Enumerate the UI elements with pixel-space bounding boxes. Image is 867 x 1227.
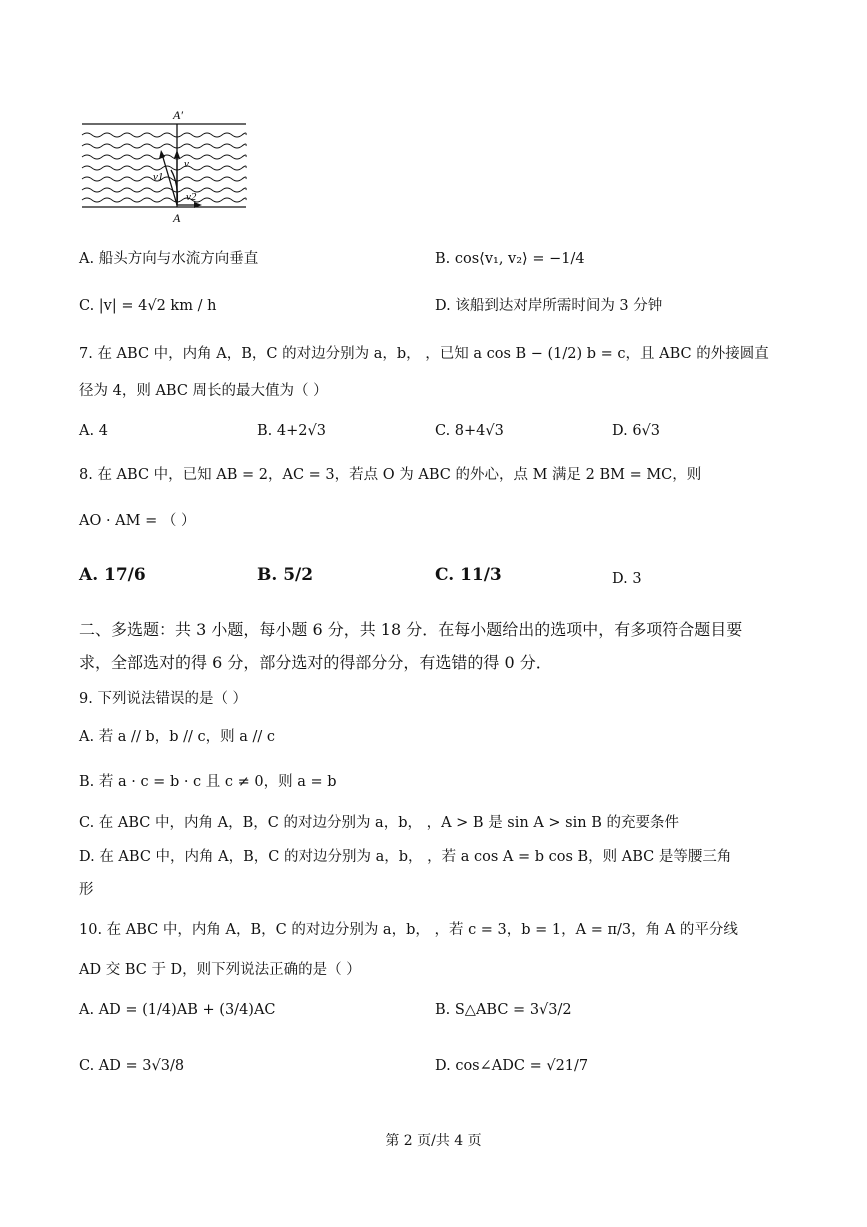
q10-stem-line1: 10. 在 ABC 中，内角 A，B，C 的对边分别为 a，b， ，若 c = 3，b = 1，A = π/3，角 A 的平分线 — [79, 922, 738, 938]
section2-heading-line1: 二、多选题：共 3 小题，每小题 6 分，共 18 分．在每小题给出的选项中，有多项符合题目要 — [79, 620, 743, 639]
figure-label-v1: v1 — [153, 171, 164, 183]
q8-option-b: B. 5/2 — [257, 565, 314, 585]
q8-option-a: A. 17/6 — [79, 565, 146, 585]
q6-option-c: C. |v| = 4√2 km / h — [79, 298, 217, 314]
figure-label-top: A′ — [173, 108, 183, 122]
q9-option-c: C. 在 ABC 中，内角 A，B，C 的对边分别为 a，b， ，A > B 是 sin A > sin B 的充要条件 — [79, 815, 679, 831]
q9-option-d-line2: 形 — [79, 882, 94, 898]
q8-option-c: C. 11/3 — [435, 565, 502, 585]
q7-stem-line2: 径为 4，则 ABC 周长的最大值为（ ） — [79, 383, 328, 399]
q8-stem-line2: AO · AM = （ ） — [79, 513, 196, 529]
q9-option-b: B. 若 a · c = b · c 且 c ≠ 0，则 a = b — [79, 774, 337, 790]
q10-stem-line2: AD 交 BC 于 D，则下列说法正确的是（ ） — [79, 962, 361, 978]
q8-option-d: D. 3 — [612, 571, 642, 587]
q7-option-d: D. 6√3 — [612, 423, 661, 439]
figure-label-bottom: A — [173, 211, 181, 225]
q7-option-b: B. 4+2√3 — [257, 423, 326, 439]
q6-option-d: D. 该船到达对岸所需时间为 3 分钟 — [435, 298, 663, 314]
q7-option-c: C. 8+4√3 — [435, 423, 504, 439]
q9-option-d-line1: D. 在 ABC 中，内角 A，B，C 的对边分别为 a，b， ，若 a cos A = b cos B，则 ABC 是等腰三角 — [79, 849, 732, 865]
q9-option-a: A. 若 a // b，b // c，则 a // c — [79, 729, 275, 745]
q10-option-d: D. cos∠ADC = √21/7 — [435, 1058, 589, 1074]
q9-stem: 9. 下列说法错误的是（ ） — [79, 691, 248, 707]
q6-option-b: B. cos⟨v₁, v₂⟩ = −1/4 — [435, 251, 585, 267]
q6-option-a: A. 船头方向与水流方向垂直 — [79, 251, 259, 267]
figure-label-v2: v2 — [186, 191, 197, 203]
q7-stem-line1: 7. 在 ABC 中，内角 A，B，C 的对边分别为 a，b， ，已知 a cos B − (1/2) b = c，且 ABC 的外接圆直 — [79, 346, 769, 362]
q8-stem-line1: 8. 在 ABC 中，已知 AB = 2，AC = 3，若点 O 为 ABC 的外心，点 M 满足 2 BM = MC，则 — [79, 467, 702, 483]
section2-heading-line2: 求，全部选对的得 6 分，部分选对的得部分分，有选错的得 0 分． — [79, 653, 552, 672]
q7-option-a: A. 4 — [79, 423, 108, 439]
q10-option-c: C. AD = 3√3/8 — [79, 1058, 185, 1074]
page-footer: 第 2 页/共 4 页 — [385, 1133, 482, 1149]
q10-option-b: B. S△ABC = 3√3/2 — [435, 1002, 572, 1018]
q10-option-a: A. AD = (1/4)AB + (3/4)AC — [79, 1002, 276, 1018]
river-crossing-figure — [80, 106, 250, 226]
figure-label-v: v — [184, 158, 189, 170]
